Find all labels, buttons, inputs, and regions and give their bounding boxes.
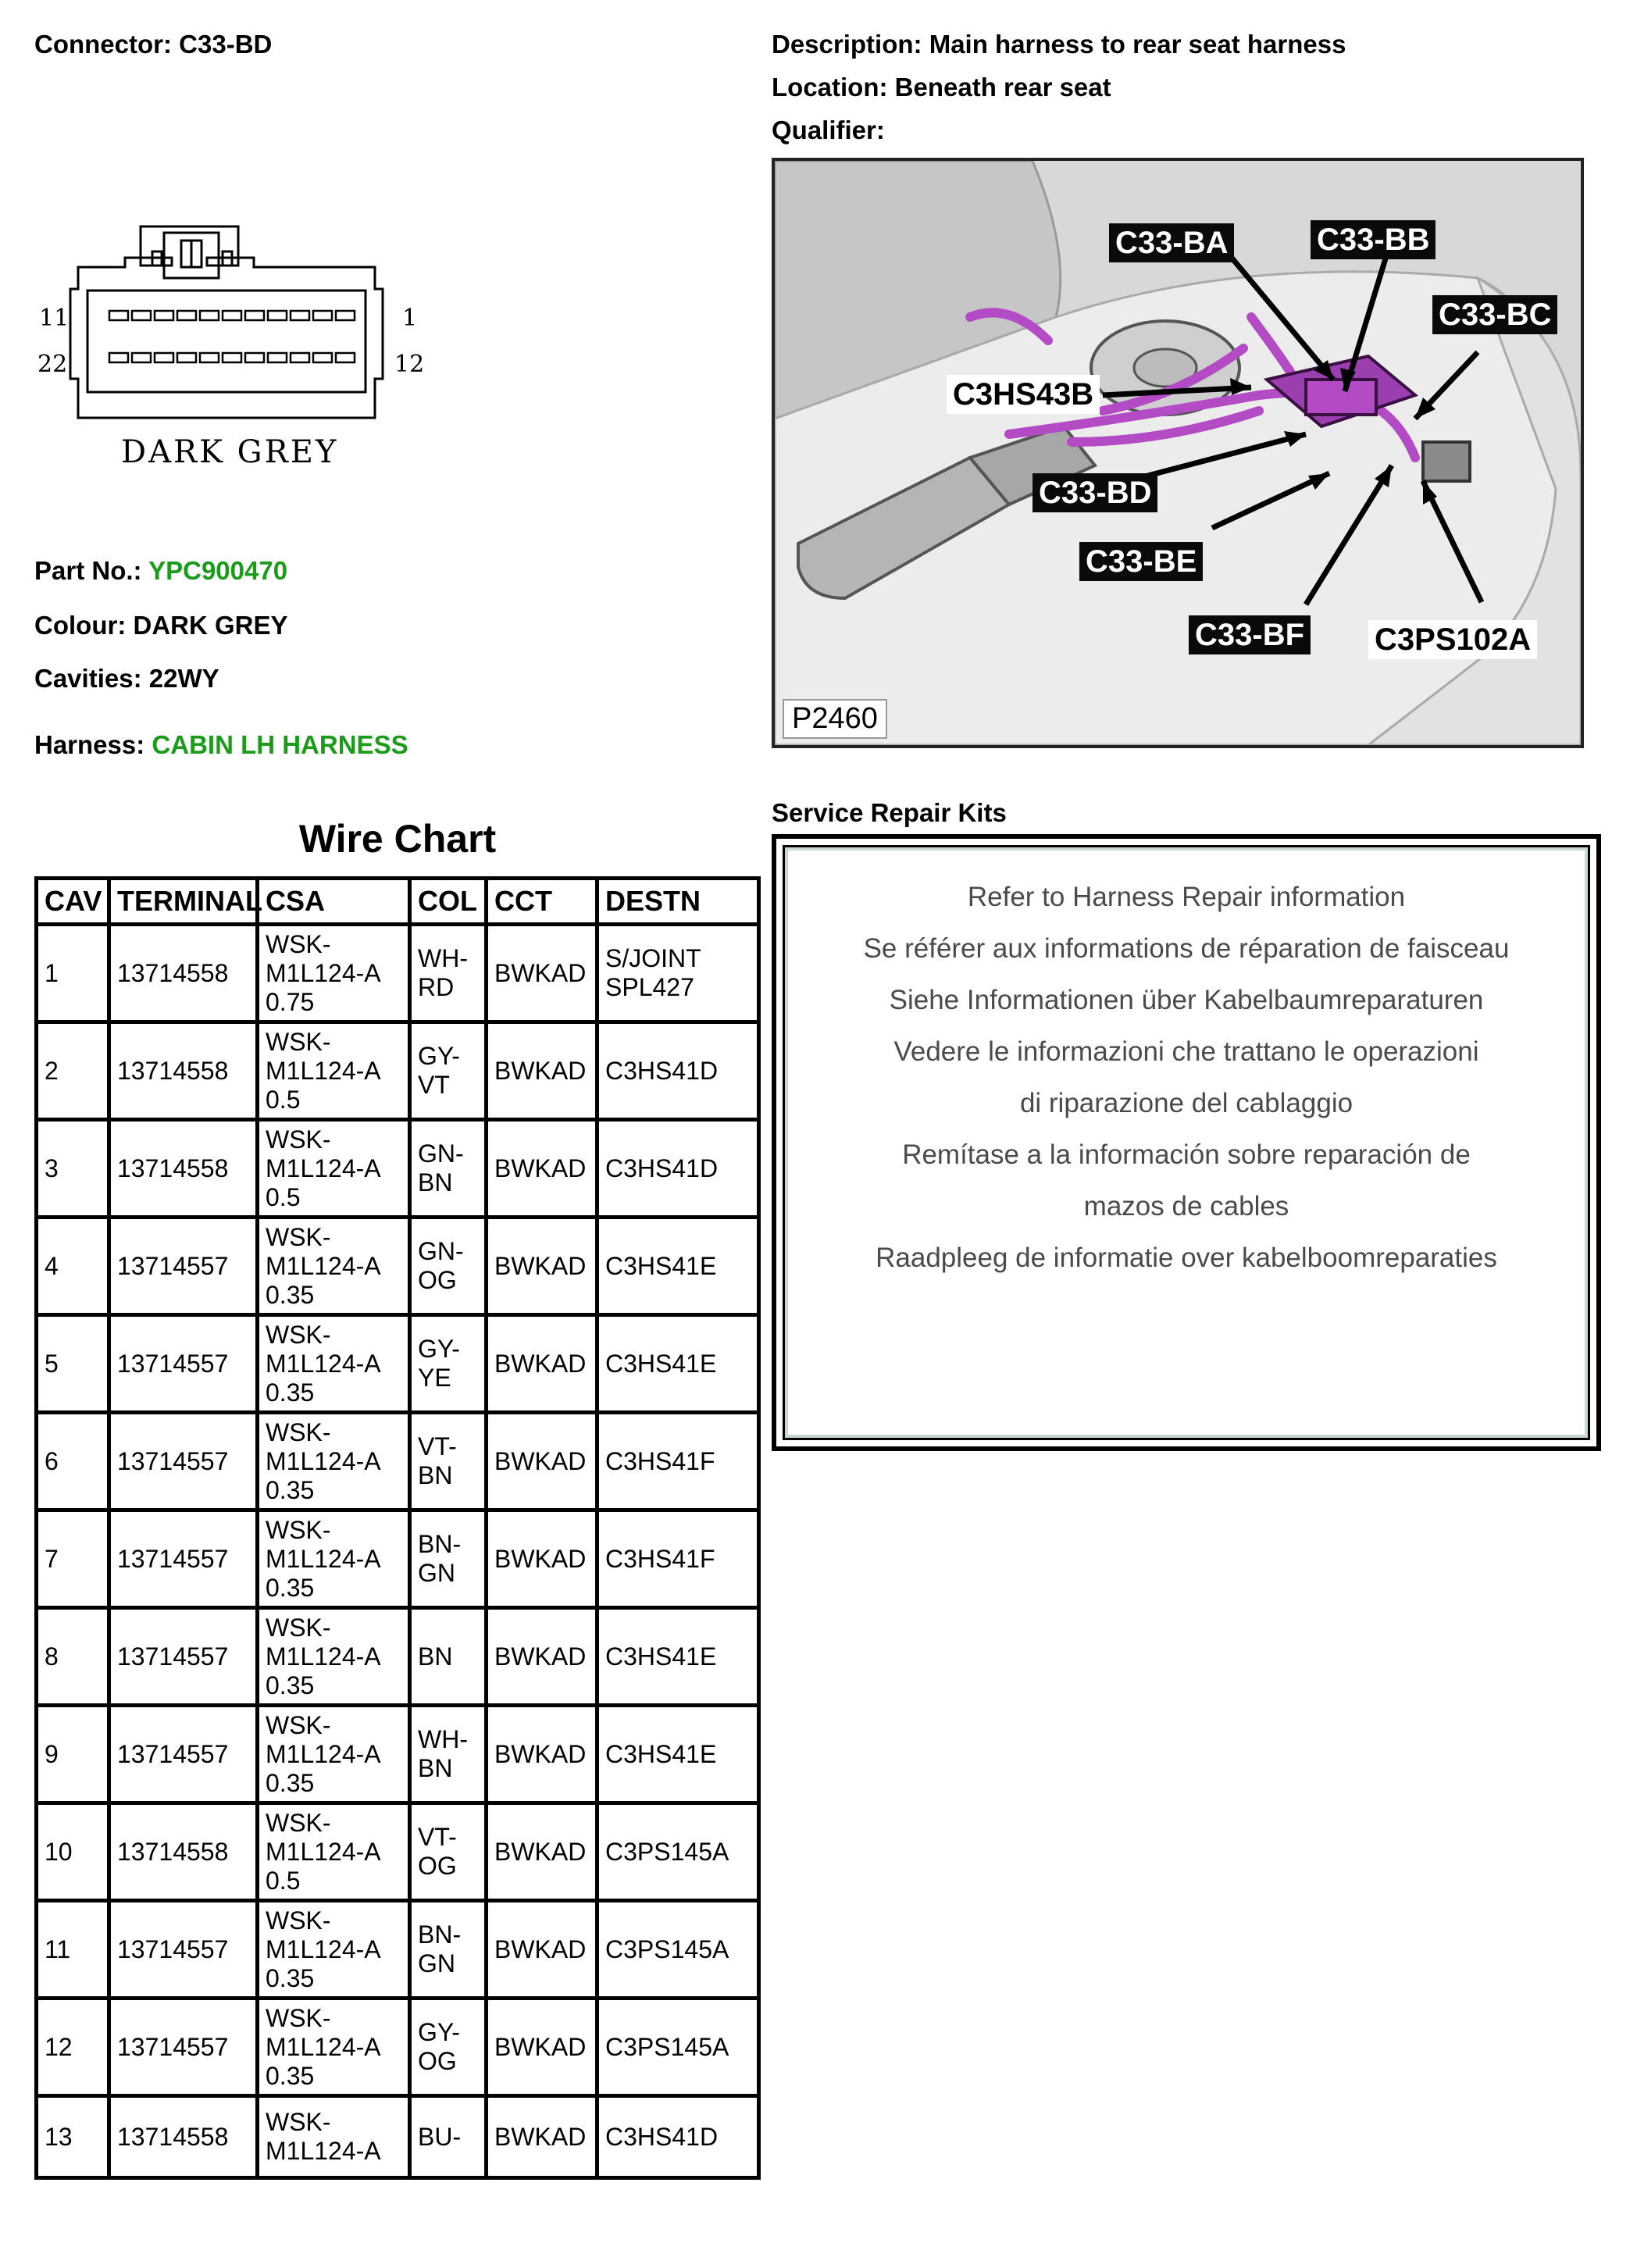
service-repair-kits-title: Service Repair Kits <box>772 798 1007 827</box>
col-line: BN <box>418 1754 453 1782</box>
cavity-slot <box>132 311 151 320</box>
part-no-label: Part No.: <box>34 556 142 585</box>
wire-chart-row <box>37 1413 759 1510</box>
csa-line: 0.5 <box>266 1085 301 1114</box>
cct-cell <box>487 1120 597 1218</box>
destn-line: C3HS41D <box>605 2122 719 2151</box>
csa-line: 0.5 <box>266 1182 301 1211</box>
wire-chart-header-row <box>37 879 759 925</box>
qualifier-line <box>772 116 885 145</box>
cav-cell <box>37 1022 109 1120</box>
csa-line: 0.75 <box>266 987 315 1016</box>
destn-cell <box>597 1901 759 1999</box>
destn-line: C3HS41E <box>605 1349 717 1378</box>
wire-chart-body <box>37 925 759 2178</box>
cav-line: 1 <box>45 958 59 987</box>
part-no-line <box>34 556 287 586</box>
col-cell <box>410 1413 487 1510</box>
cav-line: 10 <box>45 1837 73 1866</box>
terminal-line: 13714557 <box>117 1251 229 1280</box>
cavity-slot <box>177 353 196 362</box>
wire-chart-row <box>37 1901 759 1999</box>
col-line: VT <box>418 1071 450 1099</box>
terminal-cell <box>109 1218 258 1315</box>
cct-line: BWKAD <box>494 1739 587 1768</box>
col-line: BN- <box>418 1920 462 1949</box>
colour-label: Colour: <box>34 611 127 640</box>
destn-line: C3PS145A <box>605 1837 729 1866</box>
col-line: BN- <box>418 1530 462 1558</box>
col-line: GN- <box>418 1139 464 1168</box>
terminal-cell <box>109 1120 258 1218</box>
cavity-slot <box>223 311 241 320</box>
cavity-slot <box>132 353 151 362</box>
cavity-slot <box>313 311 332 320</box>
header-cct: CCT <box>487 879 597 925</box>
col-line: GY- <box>418 2018 460 2046</box>
destn-cell <box>597 1999 759 2096</box>
csa-line: WSK- <box>266 1515 331 1544</box>
cavities-value: 22WY <box>148 664 219 693</box>
cav-line: 4 <box>45 1251 59 1280</box>
cct-cell <box>487 1901 597 1999</box>
csa-line: WSK- <box>266 1710 331 1739</box>
cavity-slot <box>223 353 241 362</box>
cav-line: 12 <box>45 2032 73 2061</box>
col-line: WH- <box>418 944 468 972</box>
description-value: Main harness to rear seat harness <box>929 30 1346 59</box>
cavity-slot <box>291 311 309 320</box>
csa-line: WSK- <box>266 1027 331 1056</box>
terminal-line: 13714558 <box>117 958 229 987</box>
csa-line: WSK- <box>266 1222 331 1251</box>
picture-id: P2460 <box>783 699 887 739</box>
destn-cell <box>597 1315 759 1413</box>
cct-line: BWKAD <box>494 2122 587 2151</box>
cct-line: BWKAD <box>494 1642 587 1671</box>
wire-chart-row <box>37 1706 759 1803</box>
destn-cell <box>597 2096 759 2178</box>
csa-line: M1L124-A <box>266 1544 381 1573</box>
cavity-slot <box>245 353 264 362</box>
pin-label-1: 1 <box>402 305 418 332</box>
cav-line: 5 <box>45 1349 59 1378</box>
cct-cell <box>487 1022 597 1120</box>
cavity-rows <box>109 311 355 362</box>
csa-line: M1L124-A <box>266 1935 381 1963</box>
destn-cell <box>597 925 759 1022</box>
callout-c33-bc: C33-BC <box>1432 295 1557 334</box>
csa-cell <box>258 1608 410 1706</box>
cavity-slot <box>155 353 173 362</box>
destn-line: C3PS145A <box>605 2032 729 2061</box>
csa-line: M1L124-A <box>266 1349 381 1378</box>
csa-cell <box>258 1706 410 1803</box>
csa-line: M1L124-A <box>266 1251 381 1280</box>
repair-info-line: Raadpleeg de informatie over kabelboomreparaties <box>876 1243 1497 1273</box>
cct-line: BWKAD <box>494 958 587 987</box>
cct-cell <box>487 1413 597 1510</box>
csa-line: 0.35 <box>266 1378 315 1407</box>
cct-cell <box>487 2096 597 2178</box>
csa-line: M1L124-A <box>266 1837 381 1866</box>
csa-line: M1L124-A <box>266 1739 381 1768</box>
harness-line <box>34 730 408 760</box>
csa-cell <box>258 1510 410 1608</box>
col-line: RD <box>418 973 455 1001</box>
col-line: OG <box>418 1266 457 1294</box>
col-line: BU- <box>418 2122 462 2151</box>
wire-chart-row <box>37 925 759 1022</box>
cavity-slot <box>177 311 196 320</box>
repair-info-line: Se référer aux informations de réparation de faisceau <box>863 933 1510 964</box>
cav-cell <box>37 1901 109 1999</box>
csa-line: WSK- <box>266 1613 331 1642</box>
csa-line: M1L124-A <box>266 2137 381 2165</box>
cct-cell <box>487 1999 597 2096</box>
cavity-slot <box>268 311 287 320</box>
cavity-slot <box>200 353 219 362</box>
cav-line: 2 <box>45 1056 59 1085</box>
col-cell <box>410 1022 487 1120</box>
connector-colour-caption: DARK GREY <box>121 434 339 470</box>
csa-line: WSK- <box>266 2108 331 2136</box>
col-cell <box>410 1901 487 1999</box>
destn-line: C3HS41F <box>605 1446 715 1475</box>
wire-chart-row <box>37 1608 759 1706</box>
col-cell <box>410 1706 487 1803</box>
cav-cell <box>37 925 109 1022</box>
connector-location-picture <box>772 158 1584 748</box>
callout-c33-bf: C33-BF <box>1189 615 1311 654</box>
csa-line: M1L124-A <box>266 1056 381 1085</box>
connector-heading <box>34 30 272 59</box>
col-line: OG <box>418 2047 457 2075</box>
destn-cell <box>597 1022 759 1120</box>
callout-c3hs43b: C3HS43B <box>947 375 1100 414</box>
cavity-slot <box>109 353 128 362</box>
terminal-cell <box>109 1999 258 2096</box>
destn-line: C3HS41E <box>605 1739 717 1768</box>
wire-chart-row <box>37 1315 759 1413</box>
connector-value: C33-BD <box>179 30 273 59</box>
cct-line: BWKAD <box>494 1935 587 1963</box>
header-terminal: TERMINAL <box>109 879 258 925</box>
cct-cell <box>487 1218 597 1315</box>
csa-line: 0.5 <box>266 1866 301 1895</box>
cavity-slot <box>200 311 219 320</box>
terminal-cell <box>109 1803 258 1901</box>
destn-cell <box>597 1706 759 1803</box>
repair-info-line: mazos de cables <box>1083 1191 1289 1221</box>
cct-cell <box>487 1803 597 1901</box>
col-cell <box>410 1218 487 1315</box>
wire-chart-row <box>37 1022 759 1120</box>
cct-cell <box>487 1706 597 1803</box>
cavity-slot <box>313 353 332 362</box>
cavity-slot <box>109 311 128 320</box>
cav-cell <box>37 1608 109 1706</box>
csa-line: 0.35 <box>266 1475 315 1504</box>
cavity-slot <box>291 353 309 362</box>
cct-line: BWKAD <box>494 1154 587 1182</box>
destn-line: S/JOINT <box>605 944 701 972</box>
cavity-slot <box>268 353 287 362</box>
repair-info-line: Siehe Informationen über Kabelbaumreparaturen <box>889 985 1484 1015</box>
connector-face-diagram <box>31 219 437 484</box>
csa-cell <box>258 1022 410 1120</box>
location-label: Location: <box>772 73 888 102</box>
terminal-line: 13714558 <box>117 1154 229 1182</box>
terminal-line: 13714557 <box>117 2032 229 2061</box>
cav-line: 3 <box>45 1154 59 1182</box>
cav-line: 11 <box>45 1935 71 1963</box>
service-repair-kits-box <box>772 834 1601 1451</box>
terminal-cell <box>109 2096 258 2178</box>
terminal-cell <box>109 1901 258 1999</box>
destn-cell <box>597 1413 759 1510</box>
cavities-label: Cavities: <box>34 664 142 693</box>
cavity-slot <box>336 353 355 362</box>
col-line: OG <box>418 1852 457 1880</box>
col-cell <box>410 1999 487 2096</box>
csa-line: 0.35 <box>266 1963 315 1992</box>
csa-cell <box>258 925 410 1022</box>
callout-c33-bb: C33-BB <box>1311 220 1435 259</box>
wire-chart-row <box>37 1218 759 1315</box>
cct-cell <box>487 1510 597 1608</box>
csa-line: WSK- <box>266 2003 331 2032</box>
terminal-line: 13714557 <box>117 1446 229 1475</box>
destn-line: C3HS41D <box>605 1056 719 1085</box>
destn-cell <box>597 1120 759 1218</box>
col-line: GY- <box>418 1335 460 1363</box>
cav-cell <box>37 1999 109 2096</box>
repair-info-line: Remítase a la información sobre reparación de <box>902 1139 1471 1170</box>
pin-label-11: 11 <box>39 305 70 332</box>
terminal-line: 13714557 <box>117 1739 229 1768</box>
callout-c3ps102a: C3PS102A <box>1368 620 1537 659</box>
col-cell <box>410 1608 487 1706</box>
csa-line: WSK- <box>266 929 331 958</box>
cav-cell <box>37 1315 109 1413</box>
destn-line: C3PS145A <box>605 1935 729 1963</box>
col-line: GN <box>418 1559 455 1587</box>
cav-cell <box>37 1218 109 1315</box>
csa-line: M1L124-A <box>266 1154 381 1182</box>
destn-line: C3HS41E <box>605 1642 717 1671</box>
terminal-line: 13714557 <box>117 1642 229 1671</box>
col-line: GY- <box>418 1042 460 1070</box>
terminal-line: 13714558 <box>117 2122 229 2151</box>
callout-c33-bd: C33-BD <box>1032 473 1157 512</box>
description-label: Description: <box>772 30 922 59</box>
cav-line: 13 <box>45 2122 73 2151</box>
harness-label: Harness: <box>34 730 145 759</box>
cav-cell <box>37 1413 109 1510</box>
cav-cell <box>37 1120 109 1218</box>
cav-line: 9 <box>45 1739 59 1768</box>
cavity-slot <box>155 311 173 320</box>
wire-chart-title: Wire Chart <box>298 817 497 861</box>
terminal-cell <box>109 1315 258 1413</box>
connector-label: Connector: <box>34 30 172 59</box>
col-cell <box>410 1120 487 1218</box>
csa-cell <box>258 1803 410 1901</box>
callout-c33-ba: C33-BA <box>1109 223 1234 262</box>
col-line: GN- <box>418 1237 464 1265</box>
pin-label-12: 12 <box>394 351 425 378</box>
harness-link[interactable]: CABIN LH HARNESS <box>152 730 408 759</box>
csa-line: M1L124-A <box>266 2032 381 2061</box>
terminal-cell <box>109 1413 258 1510</box>
col-line: BN <box>418 1168 453 1196</box>
destn-cell <box>597 1608 759 1706</box>
col-line: VT- <box>418 1823 457 1851</box>
terminal-cell <box>109 1706 258 1803</box>
csa-cell <box>258 1901 410 1999</box>
wire-chart-row <box>37 1803 759 1901</box>
cav-line: 6 <box>45 1446 59 1475</box>
col-line: VT- <box>418 1432 457 1460</box>
part-no-link[interactable]: YPC900470 <box>148 556 288 585</box>
destn-line: C3HS41D <box>605 1154 719 1182</box>
pin-label-22: 22 <box>37 351 68 378</box>
cct-line: BWKAD <box>494 1544 587 1573</box>
csa-line: M1L124-A <box>266 1446 381 1475</box>
header-destn: DESTN <box>597 879 759 925</box>
header-csa: CSA <box>258 879 410 925</box>
terminal-cell <box>109 925 258 1022</box>
destn-line: C3HS41E <box>605 1251 717 1280</box>
wire-chart-row <box>37 1999 759 2096</box>
qualifier-label: Qualifier: <box>772 116 885 144</box>
cct-line: BWKAD <box>494 1837 587 1866</box>
col-cell <box>410 1315 487 1413</box>
cav-cell <box>37 1803 109 1901</box>
terminal-cell <box>109 1022 258 1120</box>
cct-cell <box>487 925 597 1022</box>
csa-line: WSK- <box>266 1418 331 1446</box>
col-line: BN <box>418 1461 453 1489</box>
terminal-line: 13714558 <box>117 1837 229 1866</box>
terminal-cell <box>109 1510 258 1608</box>
csa-line: 0.35 <box>266 1671 315 1699</box>
cavity-slot <box>245 311 264 320</box>
col-line: GN <box>418 1949 455 1977</box>
location-line <box>772 73 1111 102</box>
wire-chart-table <box>34 876 761 2180</box>
wire-chart-row <box>37 2096 759 2178</box>
terminal-line: 13714557 <box>117 1935 229 1963</box>
cct-line: BWKAD <box>494 1446 587 1475</box>
destn-line: C3HS41F <box>605 1544 715 1573</box>
csa-line: 0.35 <box>266 2061 315 2090</box>
csa-line: WSK- <box>266 1125 331 1154</box>
cav-line: 8 <box>45 1642 59 1671</box>
csa-line: 0.35 <box>266 1573 315 1602</box>
cct-cell <box>487 1608 597 1706</box>
destn-cell <box>597 1218 759 1315</box>
header-col: COL <box>410 879 487 925</box>
wire-chart-row <box>37 1120 759 1218</box>
location-value: Beneath rear seat <box>894 73 1111 102</box>
destn-cell <box>597 1510 759 1608</box>
repair-info-line: di riparazione del cablaggio <box>1019 1088 1353 1118</box>
header-cav: CAV <box>37 879 109 925</box>
csa-line: M1L124-A <box>266 958 381 987</box>
cavities-line <box>34 664 219 694</box>
col-cell <box>410 1803 487 1901</box>
repair-info-line: Vedere le informazioni che trattano le operazioni <box>893 1036 1479 1067</box>
csa-line: M1L124-A <box>266 1642 381 1671</box>
terminal-cell <box>109 1608 258 1706</box>
cav-cell <box>37 1510 109 1608</box>
csa-cell <box>258 1999 410 2096</box>
description-line <box>772 30 1346 59</box>
csa-line: WSK- <box>266 1906 331 1935</box>
service-repair-kits-panel <box>783 845 1590 1440</box>
destn-line: SPL427 <box>605 973 694 1001</box>
colour-value: DARK GREY <box>133 611 288 640</box>
repair-info-line: Refer to Harness Repair information <box>967 882 1406 912</box>
col-cell <box>410 2096 487 2178</box>
cav-cell <box>37 2096 109 2178</box>
terminal-line: 13714558 <box>117 1056 229 1085</box>
csa-line: 0.35 <box>266 1280 315 1309</box>
cct-line: BWKAD <box>494 1251 587 1280</box>
csa-line: WSK- <box>266 1320 331 1349</box>
csa-cell <box>258 1120 410 1218</box>
terminal-line: 13714557 <box>117 1349 229 1378</box>
csa-line: 0.35 <box>266 1768 315 1797</box>
cct-cell <box>487 1315 597 1413</box>
terminal-line: 13714557 <box>117 1544 229 1573</box>
cavity-slot <box>336 311 355 320</box>
cav-cell <box>37 1706 109 1803</box>
csa-cell <box>258 2096 410 2178</box>
col-cell <box>410 1510 487 1608</box>
colour-line <box>34 611 288 640</box>
col-line: YE <box>418 1364 451 1392</box>
csa-cell <box>258 1315 410 1413</box>
cct-line: BWKAD <box>494 1056 587 1085</box>
col-line: WH- <box>418 1725 468 1753</box>
csa-line: WSK- <box>266 1808 331 1837</box>
cct-line: BWKAD <box>494 2032 587 2061</box>
cav-line: 7 <box>45 1544 59 1573</box>
destn-cell <box>597 1803 759 1901</box>
csa-cell <box>258 1218 410 1315</box>
cct-line: BWKAD <box>494 1349 587 1378</box>
callout-c33-be: C33-BE <box>1079 542 1203 581</box>
col-line: BN <box>418 1642 453 1671</box>
wire-chart-row <box>37 1510 759 1608</box>
col-cell <box>410 925 487 1022</box>
csa-cell <box>258 1413 410 1510</box>
